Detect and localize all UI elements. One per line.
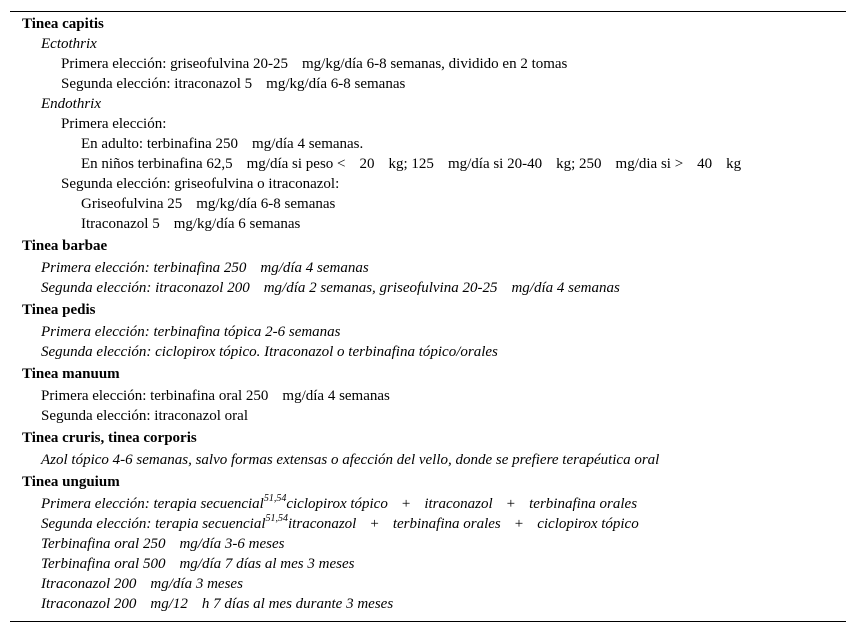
- heading-tinea-pedis: Tinea pedis: [22, 302, 96, 318]
- citation-superscript: 51,54: [265, 513, 289, 524]
- subheading-endothrix: Endothrix: [41, 96, 101, 112]
- manuum-second-choice: Segunda elección: itraconazol oral: [41, 408, 248, 424]
- endothrix-children: En niños terbinafina 62,5 mg/día si peso < 20 kg; 125 mg/día si 20-40 kg; 250 mg/dia si > 40 kg: [81, 156, 742, 172]
- heading-tinea-manuum: Tinea manuum: [22, 366, 120, 382]
- ectothrix-second-choice: Segunda elección: itraconazol 5 mg/kg/día 6-8 semanas: [61, 76, 406, 92]
- unguium-row-terbinafina-250: Terbinafina oral 250 mg/día 3-6 meses: [41, 536, 285, 552]
- heading-tinea-cruris-corporis: Tinea cruris, tinea corporis: [22, 430, 197, 446]
- ectothrix-first-choice: Primera elección: griseofulvina 20-25 mg/kg/día 6-8 semanas, dividido en 2 tomas: [61, 56, 568, 72]
- unguium-first-choice: Primera elección: terapia secuencial$^{51,54}$ciclopirox tópico + itraconazol + terbinafina orales: [41, 493, 638, 512]
- heading-tinea-capitis: Tinea capitis: [22, 16, 104, 32]
- endothrix-adult: En adulto: terbinafina 250 mg/día 4 semanas.: [81, 136, 364, 152]
- pedis-second-choice: Segunda elección: ciclopirox tópico. Itraconazol o terbinafina tópico/orales: [41, 344, 498, 360]
- table-top-rule: [10, 11, 846, 12]
- unguium-second-choice: Segunda elección: terapia secuencial$^{51,54}$itraconazol + terbinafina orales + ciclopirox tópico: [41, 513, 639, 532]
- pedis-first-choice: Primera elección: terbinafina tópica 2-6 semanas: [41, 324, 341, 340]
- unguium-row-terbinafina-500: Terbinafina oral 500 mg/día 7 días al mes 3 meses: [41, 556, 355, 572]
- manuum-first-choice: Primera elección: terbinafina oral 250 mg/día 4 semanas: [41, 388, 390, 404]
- unguium-row-itraconazol-day: Itraconazol 200 mg/día 3 meses: [41, 576, 243, 592]
- barbae-second-choice: Segunda elección: itraconazol 200 mg/día 2 semanas, griseofulvina 20-25 mg/día 4 semanas: [41, 280, 620, 296]
- barbae-first-choice: Primera elección: terbinafina 250 mg/día 4 semanas: [41, 260, 369, 276]
- heading-tinea-barbae: Tinea barbae: [22, 238, 108, 254]
- endothrix-first-choice-label: Primera elección:: [61, 116, 167, 132]
- endothrix-griseofulvina: Griseofulvina 25 mg/kg/día 6-8 semanas: [81, 196, 336, 212]
- table-bottom-rule: [10, 621, 846, 622]
- citation-superscript: 51,54: [263, 493, 287, 504]
- cruris-corporis-text: Azol tópico 4-6 semanas, salvo formas extensas o afección del vello, donde se prefiere terapéutica oral: [41, 452, 660, 468]
- subheading-ectothrix: Ectothrix: [41, 36, 97, 52]
- endothrix-itraconazol: Itraconazol 5 mg/kg/día 6 semanas: [81, 216, 301, 232]
- unguium-row-itraconazol-12h: Itraconazol 200 mg/12 h 7 días al mes durante 3 meses: [41, 596, 394, 612]
- endothrix-second-choice-label: Segunda elección: griseofulvina o itraconazol:: [61, 176, 340, 192]
- heading-tinea-unguium: Tinea unguium: [22, 474, 120, 490]
